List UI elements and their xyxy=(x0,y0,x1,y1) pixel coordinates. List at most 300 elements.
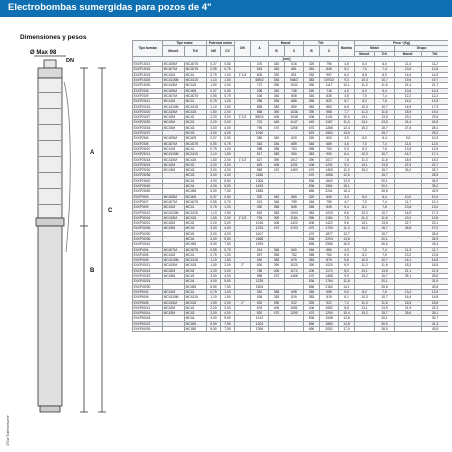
table-cell: 6,9 xyxy=(339,263,355,268)
table-cell: 406 xyxy=(304,268,320,273)
table-cell: MC43 xyxy=(185,173,207,178)
table-cell: 390 xyxy=(269,83,285,88)
table-cell: 12,6 xyxy=(422,252,448,257)
table-cell: 10,3 xyxy=(355,152,375,157)
table-cell: E4XP25/6 xyxy=(133,136,163,141)
table-cell: 8,0 xyxy=(339,268,355,273)
table-cell: 320 xyxy=(304,88,320,93)
table-cell: 11,6 xyxy=(375,157,395,162)
table-cell: 8,8 xyxy=(339,305,355,310)
table-cell: 1290 xyxy=(285,311,304,316)
table-cell: 10,3 xyxy=(355,295,375,300)
table-cell: 845 xyxy=(320,205,339,210)
table-cell: 1,10 xyxy=(207,152,221,157)
table-cell: E4XP60/26 xyxy=(133,327,163,332)
table-cell: 4,00 xyxy=(221,274,235,279)
table-cell: 355 xyxy=(304,146,320,151)
table-cell: 390 xyxy=(304,263,320,268)
table-cell: E4XP30/9 xyxy=(133,205,163,210)
table-cell: MC4115 xyxy=(185,104,207,109)
table-cell: 3,00 xyxy=(207,226,221,231)
table-cell: 22,3 xyxy=(395,162,422,167)
table-cell: E4XP30/16 xyxy=(133,215,163,220)
table-cell: MC42 xyxy=(185,305,207,310)
discharge-outlet xyxy=(44,60,56,68)
table-cell: 346 xyxy=(269,93,285,98)
table-cell: MC407M xyxy=(163,67,185,72)
table-cell: 8,2 xyxy=(355,99,375,104)
table-cell: 43,5 xyxy=(422,327,448,332)
table-cell: 11,6 xyxy=(395,141,422,146)
table-cell: 390 xyxy=(304,215,320,220)
dimensions-table-wrapper xyxy=(132,40,448,445)
table-cell: 470 xyxy=(304,226,320,231)
table-cell: 19,5 xyxy=(422,215,448,220)
table-cell: 26,5 xyxy=(395,226,422,231)
table-cell: 42,9 xyxy=(422,189,448,194)
table-cell: MC4115M xyxy=(163,104,185,109)
table-cell: 13,1 xyxy=(355,221,375,226)
table-cell: 0,55 xyxy=(207,247,221,252)
table-cell: 7,50 xyxy=(221,321,235,326)
table-cell: 536 xyxy=(304,178,320,183)
table-cell: MC455 xyxy=(185,242,207,247)
table-cell: 0,50 xyxy=(221,136,235,141)
table-cell: MC42M xyxy=(163,120,185,125)
table-cell: 383 xyxy=(304,152,320,157)
table-cell: 1,10 xyxy=(207,210,221,215)
table-cell: 2,00 xyxy=(221,109,235,114)
table-cell: 4,00 xyxy=(221,125,235,130)
table-cell: 4,3 xyxy=(339,247,355,252)
table-cell: MC4075 xyxy=(185,141,207,146)
table-cell: 5,50 xyxy=(221,184,235,189)
table-cell: 3,00 xyxy=(207,231,221,236)
table-cell: 1032 xyxy=(285,83,304,88)
table-cell: 7,50 xyxy=(221,284,235,289)
table-cell: 997 xyxy=(320,72,339,77)
table-cell: 11,6 xyxy=(375,263,395,268)
table-cell: 4,00 xyxy=(207,279,221,284)
table-cell: 12,4 xyxy=(339,125,355,130)
table-cell: MC41 xyxy=(185,146,207,151)
table-cell: 948/2 xyxy=(285,78,304,83)
table-cell: 2,20 xyxy=(207,305,221,310)
table-cell: MC405M xyxy=(163,194,185,199)
table-cell: 1563 xyxy=(320,131,339,136)
table-cell: MC415M xyxy=(163,263,185,268)
table-cell: 406 xyxy=(269,162,285,167)
table-cell: 794 xyxy=(251,215,269,220)
table-cell: 1407 xyxy=(251,231,269,236)
table-cell: 2585 xyxy=(320,242,339,247)
table-cell: 1,50 xyxy=(207,109,221,114)
table-cell: MC43 xyxy=(185,131,207,136)
power-cable xyxy=(64,82,70,252)
table-cell: 0,75 xyxy=(207,99,221,104)
table-cell: 346 xyxy=(304,141,320,146)
table-cell: E4XP60/22 xyxy=(133,321,163,326)
table-cell: 14,0 xyxy=(395,99,422,104)
table-cell: 390 xyxy=(304,109,320,114)
table-cell: MC4115M xyxy=(163,210,185,215)
table-cell: MC44 xyxy=(185,184,207,189)
col-weight: Peso ~(Kg) xyxy=(355,41,448,46)
dimension-b-label: B xyxy=(90,268,95,274)
table-cell: 18,9 xyxy=(395,157,422,162)
table-cell: 346 xyxy=(269,247,285,252)
table-cell: 1187 xyxy=(320,120,339,125)
table-cell: 7,0 xyxy=(355,93,375,98)
table-cell: 13,1 xyxy=(355,305,375,310)
table-cell: 4,00 xyxy=(207,236,221,241)
table-cell: 5,50 xyxy=(207,327,221,332)
table-cell: 656 xyxy=(304,284,320,289)
table-cell: 3,00 xyxy=(207,274,221,279)
table-cell: MC415M xyxy=(163,300,185,305)
table-cell: 4,00 xyxy=(221,231,235,236)
table-cell: E4XP40/6 xyxy=(133,252,163,257)
table-cell: 392 xyxy=(304,72,320,77)
table-cell: 406 xyxy=(251,93,269,98)
table-cell: 752 xyxy=(320,252,339,257)
table-cell: 753 xyxy=(285,146,304,151)
table-cell: 0,75 xyxy=(207,252,221,257)
table-cell: 383 xyxy=(269,152,285,157)
table-cell: 13,5 xyxy=(375,162,395,167)
table-cell: 26,5 xyxy=(375,321,395,326)
table-cell: MC405 xyxy=(185,136,207,141)
table-cell: 31,9 xyxy=(422,279,448,284)
table-cell: MC41M xyxy=(163,205,185,210)
table-cell: 1,50 xyxy=(221,104,235,109)
pump-body xyxy=(38,78,62,218)
table-cell: 7,50 xyxy=(221,189,235,194)
table-cell: 34,9 xyxy=(422,236,448,241)
table-cell: 397 xyxy=(251,252,269,257)
table-cell: 25,1 xyxy=(395,274,422,279)
table-cell: 3,00 xyxy=(207,168,221,173)
table-cell: 7,0 xyxy=(355,247,375,252)
table-cell: 17,1 xyxy=(422,152,448,157)
table-cell: E4XP25/36 xyxy=(133,173,163,178)
table-cell: 9,9 xyxy=(395,136,422,141)
table-cell: 0,50 xyxy=(221,62,235,67)
table-cell: MC44 xyxy=(185,279,207,284)
table-cell: MC44 xyxy=(185,178,207,183)
table-cell: 11,2 xyxy=(422,62,448,67)
table-cell: 13,5 xyxy=(375,221,395,226)
table-cell: 7,4 xyxy=(375,67,395,72)
table-cell: 18,8 xyxy=(422,300,448,305)
table-cell: 5,50 xyxy=(207,189,221,194)
table-cell: MC4075 xyxy=(185,199,207,204)
table-cell: E4XP40/30 xyxy=(133,284,163,289)
table-cell: 605 xyxy=(251,72,269,77)
table-cell: 1233 xyxy=(251,226,269,231)
table-cell: 5,3 xyxy=(339,146,355,151)
table-cell: 12,8 xyxy=(339,173,355,178)
table-cell: 470 xyxy=(269,274,285,279)
table-cell: 620 xyxy=(285,136,304,141)
table-cell: 676 xyxy=(251,305,269,310)
table-cell: 808 xyxy=(285,93,304,98)
table-cell: 10,4 xyxy=(422,88,448,93)
table-cell: 4,8 xyxy=(339,62,355,67)
table-cell: MC41 xyxy=(185,289,207,294)
table-cell: MC42M xyxy=(163,221,185,226)
table-cell: 1,50 xyxy=(207,157,221,162)
table-cell: 7,50 xyxy=(221,327,235,332)
table-cell: 13,5 xyxy=(339,131,355,136)
table-cell: 383 xyxy=(269,258,285,263)
table-cell: 1,50 xyxy=(221,210,235,215)
table-cell: MC44 xyxy=(185,236,207,241)
table-cell: 383 xyxy=(304,258,320,263)
table-cell: MC43 xyxy=(185,125,207,130)
table-cell: 15,7 xyxy=(375,125,395,130)
table-cell: MC415 xyxy=(185,300,207,305)
table-cell: 1453 xyxy=(320,168,339,173)
table-cell: 532 xyxy=(251,300,269,305)
table-cell: 27,0 xyxy=(422,226,448,231)
table-cell: MC405M xyxy=(163,136,185,141)
table-cell: 7,6 xyxy=(375,252,395,257)
table-cell: 19,4 xyxy=(422,109,448,114)
table-cell: 1266 xyxy=(320,125,339,130)
table-cell: 922 xyxy=(285,300,304,305)
table-cell: 355 xyxy=(269,252,285,257)
dn-label: DN xyxy=(66,58,74,64)
table-cell: 1,50 xyxy=(207,215,221,220)
table-cell: 23,5 xyxy=(422,115,448,120)
table-cell: 1020 xyxy=(320,263,339,268)
table-cell: E4XP30/30 xyxy=(133,231,163,236)
table-cell: MC43 xyxy=(185,168,207,173)
table-cell: E4XP30/42 xyxy=(133,242,163,247)
table-cell: 34,0 xyxy=(422,178,448,183)
table-cell: 320 xyxy=(304,136,320,141)
table-cell: 3,00 xyxy=(207,311,221,316)
table-cell: MC415 xyxy=(185,215,207,220)
table-cell: MC41 xyxy=(185,205,207,210)
table-cell: 517 xyxy=(251,152,269,157)
table-cell: MC407M xyxy=(163,141,185,146)
table-cell: 20,1 xyxy=(375,316,395,321)
table-cell: 10,4 xyxy=(422,194,448,199)
table-cell: 3,00 xyxy=(221,120,235,125)
table-cell: 1228 xyxy=(251,279,269,284)
table-cell: 752 xyxy=(285,252,304,257)
table-cell: 8,9 xyxy=(375,72,395,77)
table-cell: 19,7 xyxy=(422,78,448,83)
table-cell: 2052 xyxy=(320,327,339,332)
table-cell: 1548 xyxy=(320,316,339,321)
col-dn: DN xyxy=(235,41,251,57)
table-cell: 1468 xyxy=(320,274,339,279)
table-cell: MC4115 xyxy=(185,258,207,263)
table-cell: 6,0 xyxy=(339,72,355,77)
table-cell: MC415M xyxy=(163,83,185,88)
table-cell: E4XP25/30 xyxy=(133,168,163,173)
table-cell: 470 xyxy=(269,226,285,231)
table-cell: E4XP40/19 xyxy=(133,274,163,279)
motor-body xyxy=(38,226,62,406)
table-cell: 5,50 xyxy=(207,242,221,247)
table-cell: E4XP15/13 xyxy=(133,62,163,67)
table-cell: 1,10 xyxy=(207,78,221,83)
table-cell: MC415 xyxy=(185,109,207,114)
table-cell: 13,2 xyxy=(395,252,422,257)
table-body xyxy=(133,62,449,332)
table-cell: 15,1 xyxy=(339,184,355,189)
table-cell: E4XP60/18 xyxy=(133,316,163,321)
table-cell: 1017 xyxy=(320,157,339,162)
table-cell: 819 xyxy=(320,295,339,300)
section-subtitle: Dimensiones y pesos xyxy=(20,34,87,41)
table-cell: 5,8 xyxy=(339,258,355,263)
table-cell: 355 xyxy=(304,252,320,257)
table-cell: 600 xyxy=(320,136,339,141)
table-cell: MC415 xyxy=(185,263,207,268)
table-cell: 2,20 xyxy=(207,120,221,125)
table-cell: MC42M xyxy=(163,162,185,167)
table-cell: 16,5 xyxy=(422,258,448,263)
table-cell: 12,6 xyxy=(422,289,448,294)
table-cell: 580/2 xyxy=(251,115,269,120)
table-cell: 656 xyxy=(304,327,320,332)
table-cell: 340 xyxy=(269,136,285,141)
table-cell: 1117 xyxy=(320,83,339,88)
table-cell: 5,4 xyxy=(339,205,355,210)
table-cell: 13,1 xyxy=(355,268,375,273)
table-cell: MC41M xyxy=(163,289,185,294)
table-cell: MC42 xyxy=(185,268,207,273)
table-cell: 759 xyxy=(285,199,304,204)
table-cell: 490 xyxy=(251,205,269,210)
table-cell: 14,8 xyxy=(339,321,355,326)
table-cell: E4XP30/26 xyxy=(133,226,163,231)
table-cell: 1306 xyxy=(251,178,269,183)
table-cell: MC4115 xyxy=(185,295,207,300)
table-cell: 15,2 xyxy=(355,311,375,316)
table-cell: 0,75 xyxy=(221,199,235,204)
table-cell: 1"1/2 xyxy=(235,215,251,220)
table-cell: 340 xyxy=(269,62,285,67)
table-cell: 1147 xyxy=(285,120,304,125)
table-cell: 11,3 xyxy=(395,247,422,252)
table-cell: 1017 xyxy=(285,157,304,162)
table-cell: 1585 xyxy=(251,189,269,194)
table-cell: 24,4 xyxy=(395,120,422,125)
table-cell: 7,6 xyxy=(375,289,395,294)
table-cell: 20,1 xyxy=(375,178,395,183)
table-cell: 536 xyxy=(304,236,320,241)
table-cell: 470 xyxy=(269,125,285,130)
table-cell: 1266 xyxy=(285,125,304,130)
table-cell: 470 xyxy=(269,311,285,316)
table-cell: 1,50 xyxy=(207,83,221,88)
table-cell: 7,7 xyxy=(339,109,355,114)
table-cell: 1668 xyxy=(251,236,269,241)
table-cell: 11,3 xyxy=(355,215,375,220)
table-cell: 886 xyxy=(285,99,304,104)
table-cell: 406 xyxy=(269,115,285,120)
table-cell: 398 xyxy=(251,146,269,151)
table-cell: 689 xyxy=(320,141,339,146)
table-cell: 5,2 xyxy=(339,67,355,72)
table-cell: 16,4 xyxy=(395,295,422,300)
table-cell: E4XP25/8 xyxy=(133,141,163,146)
table-cell: 340 xyxy=(269,88,285,93)
table-cell: 26,5 xyxy=(375,284,395,289)
table-cell: 1764 xyxy=(320,279,339,284)
table-cell: MC455 xyxy=(185,284,207,289)
table-cell: 7,9 xyxy=(339,215,355,220)
table-cell: 1396 xyxy=(251,327,269,332)
table-cell: MC415 xyxy=(185,157,207,162)
table-cell: 445 xyxy=(304,120,320,125)
table-cell: 12,2 xyxy=(422,93,448,98)
table-cell: 19,6 xyxy=(395,78,422,83)
table-cell: 820 xyxy=(320,99,339,104)
table-cell: 13,1 xyxy=(355,115,375,120)
table-cell: 13,5 xyxy=(395,146,422,151)
table-cell: 413 xyxy=(251,199,269,204)
table-cell: 29,2 xyxy=(422,131,448,136)
table-cell: 355 xyxy=(269,99,285,104)
table-cell: 8,2 xyxy=(355,205,375,210)
table-cell: MC43 xyxy=(185,274,207,279)
table-cell: 363 xyxy=(304,67,320,72)
table-cell: 22,3 xyxy=(422,305,448,310)
table-cell: 27,6 xyxy=(395,125,422,130)
table-cell: 5,50 xyxy=(221,279,235,284)
table-cell: MC43M xyxy=(163,311,185,316)
table-cell: 6,6 xyxy=(339,104,355,109)
table-cell: 392 xyxy=(269,72,285,77)
table-cell: 6,0 xyxy=(355,194,375,199)
table-cell: 6,6 xyxy=(339,210,355,215)
side-note: 4"Dw Tullinonsume xyxy=(6,415,10,446)
table-cell: 16,8 xyxy=(422,295,448,300)
table-cell: 355 xyxy=(304,289,320,294)
table-cell: 2" xyxy=(235,300,251,305)
table-cell: 0,75 xyxy=(207,205,221,210)
table-cell: 10,7 xyxy=(375,210,395,215)
table-cell: E4XP25/10 xyxy=(133,146,163,151)
table-cell: 10,6 xyxy=(395,88,422,93)
table-cell: 6,0 xyxy=(355,62,375,67)
table-cell: 1,10 xyxy=(207,104,221,109)
table-cell: 16,1 xyxy=(395,258,422,263)
table-cell: MC4075 xyxy=(185,67,207,72)
table-cell: 10,3 xyxy=(355,210,375,215)
table-cell xyxy=(269,327,285,332)
table-cell: 4,7 xyxy=(339,199,355,204)
col-motor-power: Potencia motor xyxy=(207,41,235,46)
table-cell: E4XP60/6 xyxy=(133,295,163,300)
table-cell: 4,8 xyxy=(339,93,355,98)
table-cell: 14,1 xyxy=(339,284,355,289)
table-cell: 681 xyxy=(285,67,304,72)
table-cell: 1003 xyxy=(320,210,339,215)
table-cell: 900 xyxy=(285,152,304,157)
table-cell: 796 xyxy=(320,62,339,67)
table-cell: 1040 xyxy=(251,131,269,136)
table-cell: 5,50 xyxy=(221,316,235,321)
table-cell: MC405M xyxy=(163,62,185,67)
